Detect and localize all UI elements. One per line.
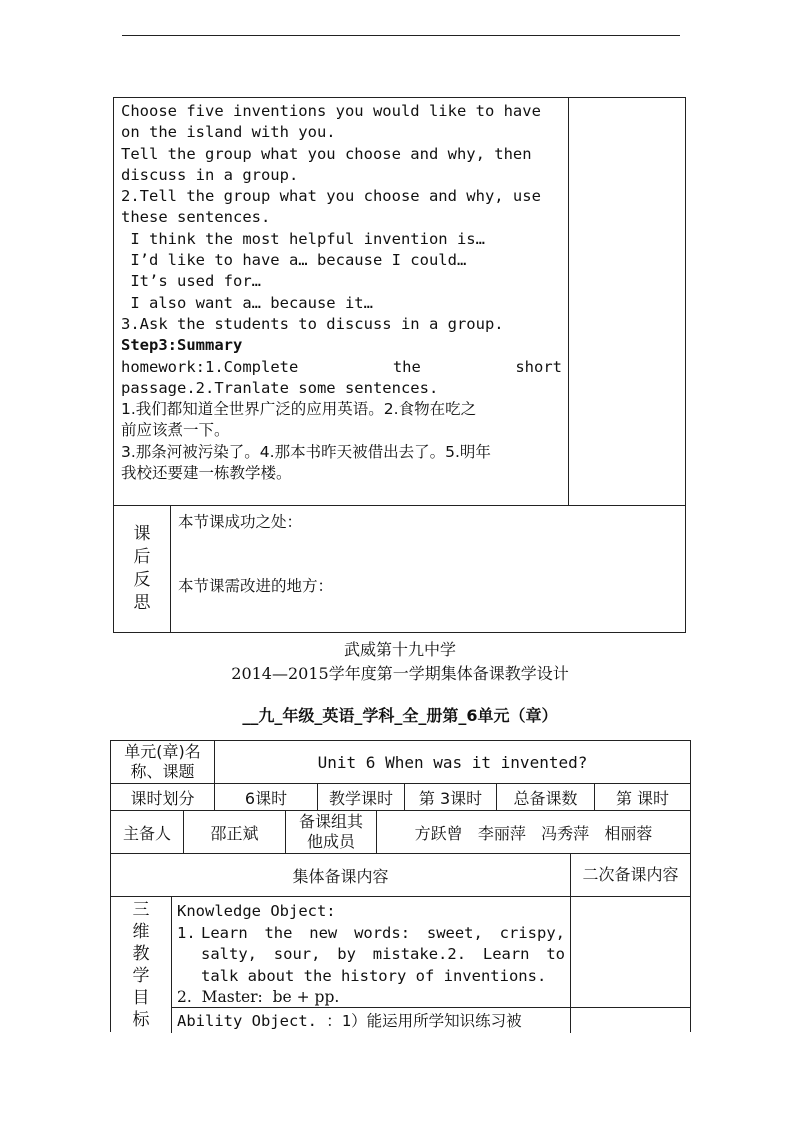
knowledge-word: the (264, 923, 293, 942)
lesson-content-row (114, 98, 685, 506)
homework-word: short (515, 357, 562, 376)
content-line: discuss in a group. (121, 165, 299, 184)
content-line: 3.Ask the students to discuss in a group. (121, 314, 504, 333)
homework-line (121, 357, 562, 378)
grade-subject-line: __九_年级_英语_学科_全_册第_6单元（章） (242, 706, 558, 725)
knowledge-word: salty, (201, 945, 257, 963)
goals-char: 标 (132, 1010, 150, 1030)
step3-heading: Step3:Summary (121, 336, 243, 355)
main-preparer-name: 邵正斌 (184, 811, 286, 854)
content-line: on the island with you. (121, 123, 336, 142)
goals-char: 三 (132, 900, 150, 920)
knowledge-line (201, 944, 565, 966)
lesson-content-cell (114, 98, 569, 505)
hours-value: 6课时 (215, 784, 318, 811)
goals-label (111, 897, 172, 1033)
reflection-char: 后 (133, 546, 151, 567)
knowledge-title: Knowledge Object: (177, 902, 336, 920)
reflection-char: 思 (133, 592, 151, 613)
reflection-char: 课 (133, 523, 151, 544)
unit-table (110, 740, 691, 1032)
knowledge-word: to (546, 945, 565, 963)
total-label: 总备课数 (497, 784, 595, 811)
reflection-char: 反 (133, 569, 151, 590)
knowledge-word: sweet, (426, 923, 483, 942)
content-line: these sentences. (121, 208, 271, 227)
knowledge-word: crispy, (499, 923, 565, 942)
content-line: It’s used for… (121, 272, 261, 291)
homework-prefix: homework: (121, 357, 205, 376)
knowledge-word: by (337, 945, 356, 963)
goals-char: 维 (132, 922, 150, 942)
translation-line: 1.我们都知道全世界广泛的应用英语。2.食物在吃之 (121, 400, 477, 419)
ability-object: Ability Object. ：1）能运用所学知识练习被 (177, 1012, 522, 1030)
goals-char: 教 (132, 944, 150, 964)
reflection-label (114, 505, 171, 632)
knowledge-item-2: 2. Master: be + pp. (177, 988, 340, 1006)
top-rule (122, 35, 680, 36)
knowledge-word: mistake.2. (372, 945, 467, 963)
content-line: I’d like to have a… because I could… (121, 251, 467, 270)
teach-label: 教学课时 (318, 784, 405, 811)
second-prep-header: 二次备课内容 (571, 854, 690, 897)
content-line: 2.Tell the group what you choose and why, use (121, 187, 541, 206)
knowledge-word: words: (354, 923, 411, 942)
second-prep-divider (571, 1007, 690, 1008)
translation-line: 我校还要建一栋教学楼。 (121, 464, 292, 483)
reflection-row (114, 505, 685, 632)
teach-value: 第 3课时 (405, 784, 497, 811)
homework-word: the (392, 357, 421, 376)
collective-prep-header: 集体备课内容 (111, 854, 571, 897)
unit-title: Unit 6 When was it invented? (215, 741, 690, 784)
translation-line: 3.那条河被污染了。4.那本书昨天被借出去了。5.明年 (121, 442, 491, 461)
content-line: Tell the group what you choose and why, then (121, 144, 532, 163)
reflection-success: 本节课成功之处： (178, 513, 303, 531)
knowledge-line: talk about the history of inventions. (201, 966, 547, 985)
knowledge-item-1-number: 1. (177, 923, 196, 942)
goals-content (172, 897, 571, 1033)
content-line: I also want a… because it… (121, 293, 373, 312)
homework-word: 1.Complete (205, 357, 299, 376)
school-name: 武威第十九中学 (343, 640, 456, 659)
translation-line: 前应该煮一下。 (121, 421, 230, 440)
knowledge-word: sour, (273, 945, 321, 963)
knowledge-item-1 (177, 923, 565, 988)
hours-label: 课时划分 (111, 784, 215, 811)
unit-label: 单元(章)名称、课题 (111, 741, 215, 784)
group-members: 方跃曾 李丽萍 冯秀萍 相丽蓉 (377, 811, 690, 854)
goals-char: 目 (132, 988, 150, 1008)
content-line: I think the most helpful invention is… (121, 229, 485, 248)
knowledge-line (201, 923, 565, 945)
homework-line-2: passage.2.Tranlate some sentences. (121, 378, 439, 397)
content-line: Choose five inventions you would like to have (121, 102, 541, 120)
lesson-table (113, 97, 686, 633)
knowledge-word: new (309, 923, 338, 942)
term-title: 2014—2015学年度第一学期集体备课教学设计 (231, 664, 569, 683)
knowledge-word: Learn (482, 945, 530, 963)
main-preparer-label: 主备人 (111, 811, 184, 854)
total-value: 第 课时 (595, 784, 690, 811)
group-members-label: 备课组其他成员 (286, 811, 377, 854)
goals-char: 学 (132, 966, 150, 986)
knowledge-word: Learn (201, 923, 248, 942)
ability-divider (172, 1007, 570, 1008)
reflection-improve: 本节课需改进的地方： (178, 577, 334, 595)
